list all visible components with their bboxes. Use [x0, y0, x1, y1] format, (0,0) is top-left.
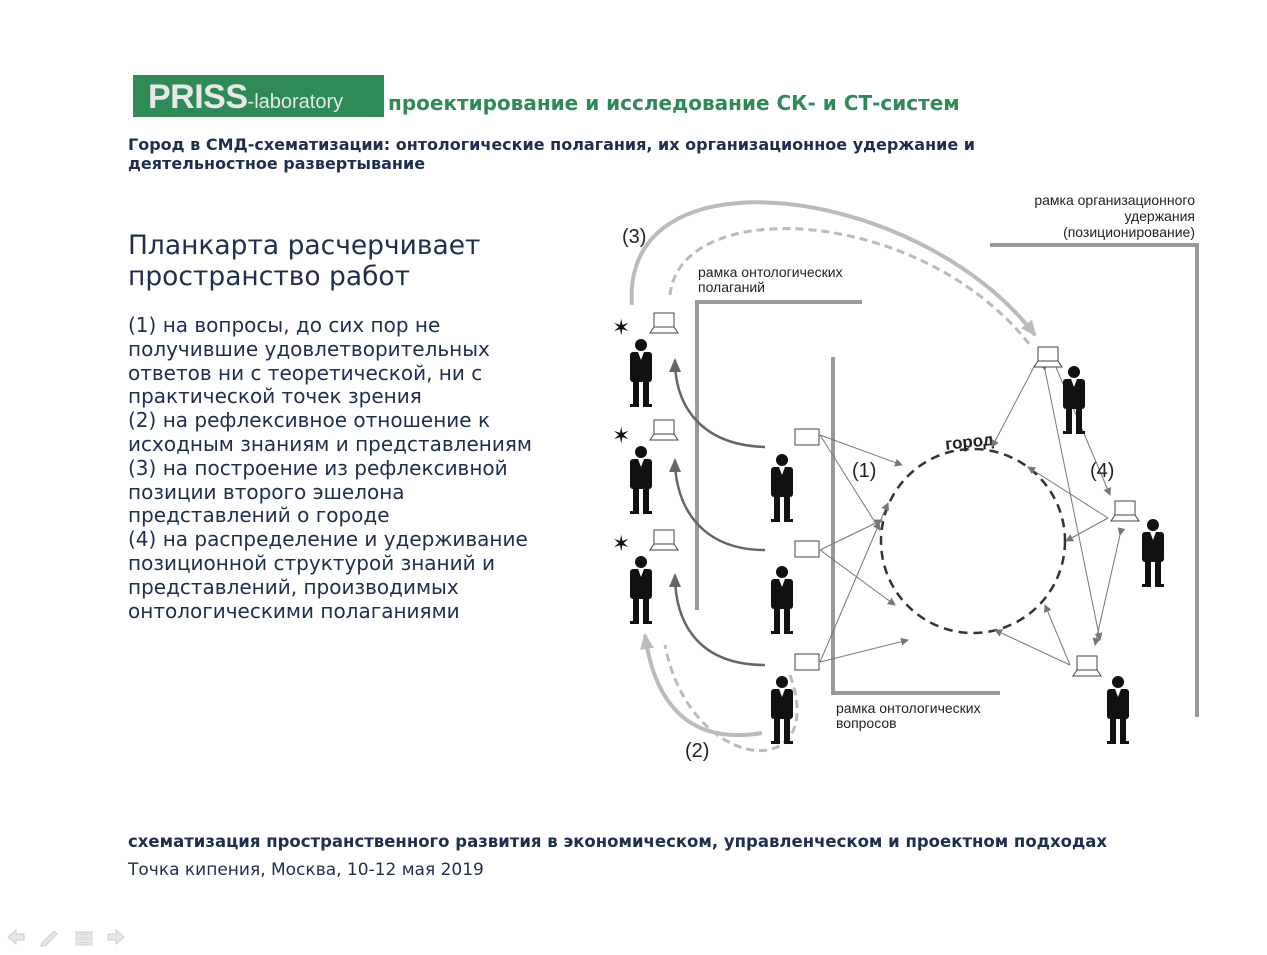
footer-title: схематизация пространственного развития в экономическом, управленческом и проектном подходах	[128, 832, 1108, 851]
person-icon	[1063, 366, 1085, 434]
list-item: (2) на рефлексивное отношение к исходным знаниям и представлениям	[128, 408, 532, 456]
person-icon	[1107, 676, 1129, 744]
marker-2: (2)	[685, 740, 710, 762]
star-icon: ✶	[612, 532, 631, 557]
city-label: город	[944, 429, 995, 454]
laptop-icon	[1073, 656, 1101, 676]
person-icon	[630, 339, 652, 407]
frame-org-line-2: удержания	[1124, 208, 1195, 224]
person-icon	[630, 446, 652, 514]
frame-org-line-1: рамка организационного	[1034, 192, 1195, 208]
star-icon: ✶	[612, 316, 631, 341]
left-positions	[612, 313, 678, 624]
screen-icon	[795, 654, 819, 670]
frame-questions-line-1: рамка онтологических	[836, 700, 981, 716]
prev-arrow-icon[interactable]	[8, 930, 24, 944]
slide-heading: Планкарта расчерчивает пространство работ	[128, 230, 481, 292]
screen-icon	[795, 429, 819, 445]
person-icon	[771, 566, 793, 634]
work-areas-list	[128, 314, 568, 623]
menu-icon[interactable]	[76, 932, 92, 945]
city-schema-diagram	[590, 185, 1230, 785]
frame-org-line-3: (позиционирование)	[1063, 224, 1195, 240]
footer-event: Точка кипения, Москва, 10-12 мая 2019	[128, 860, 484, 880]
laptop-icon	[650, 420, 678, 440]
marker-3: (3)	[622, 226, 647, 248]
frame-ontology-line-2: полаганий	[698, 279, 765, 295]
person-icon	[1142, 519, 1164, 587]
star-icon: ✶	[612, 424, 631, 449]
person-icon	[771, 676, 793, 744]
next-arrow-icon[interactable]	[108, 930, 124, 944]
frame-ontology-line-1: рамка онтологических	[698, 264, 843, 280]
marker-4: (4)	[1090, 460, 1115, 482]
laptop-icon	[650, 313, 678, 333]
frame-organizational	[990, 192, 1197, 717]
marker-1: (1)	[852, 460, 877, 482]
logo-text: PRISS-laboratory	[148, 78, 344, 116]
slide-subtitle: Город в СМД-схематизации: онтологические полагания, их организационное удержание и деятельностное развертывание	[128, 135, 975, 173]
frame-questions-line-2: вопросов	[836, 715, 897, 731]
arrow-2-solid	[645, 635, 762, 735]
pen-icon[interactable]	[41, 931, 57, 946]
tagline: проектирование и исследование СК- и СТ-систем	[388, 91, 960, 115]
laptop-icon	[650, 530, 678, 550]
city-circle	[881, 449, 1065, 633]
person-icon	[771, 454, 793, 522]
list-item: (4) на распределение и удерживание позиционной структурой знаний и представлений, производимых онтологическими полаганиями	[128, 527, 528, 623]
person-icon	[630, 556, 652, 624]
list-item: (1) на вопросы, до сих пор не получившие удовлетворительных ответов ни с теоретической, ни с практической точек зрения	[128, 313, 490, 409]
screen-icon	[795, 541, 819, 557]
list-item: (3) на построение из рефлексивной позиции второго эшелона представлений о городе	[128, 455, 508, 528]
laptop-icon	[1034, 347, 1062, 367]
right-positions	[1034, 347, 1164, 744]
laptop-icon	[1111, 501, 1139, 521]
frame-questions	[833, 357, 1000, 731]
middle-positions	[771, 429, 819, 744]
slide-nav	[6, 927, 126, 947]
